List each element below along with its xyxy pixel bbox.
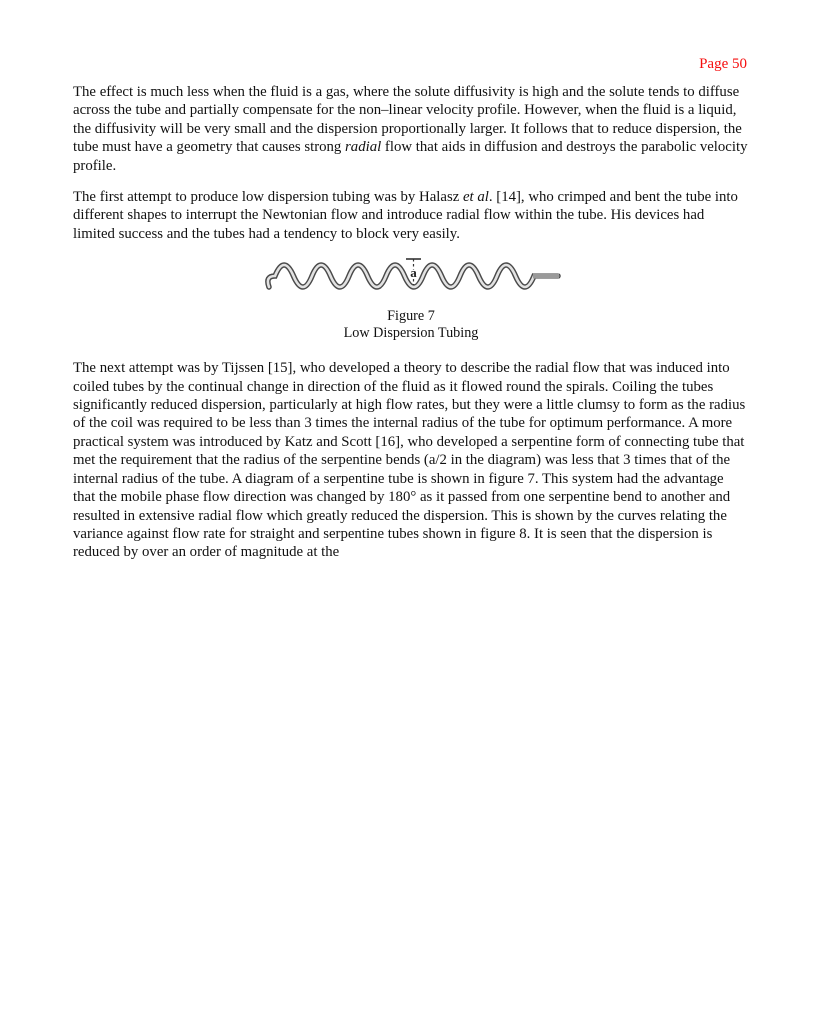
paragraph-text: . [14], who crimped and bent the tube into different shapes to interrupt the Newtonian flow and introduce radial flow within the tube. His devices had limited success and the tubes had a tendency to block very easily. [73,189,738,242]
paragraph-tijssen-katz-scott [73,359,749,561]
serpentine-tube-illustration [261,256,561,298]
paragraph-halasz-attempt [73,188,749,243]
page-content [73,83,749,575]
italic-phrase-et-al: et al [462,189,489,206]
serpentine-tube-drawing [261,256,561,298]
paragraph-text: The effect is much less when the fluid is a gas, where the solute diffusivity is high and the solute tends to diffuse across the tube and partially compensate for the non–linear velocity profile. However, when the fluid is a liquid, the diffusivity will be very small and the dispersion proportionally larger. It follows that to reduce dispersion, the tube must have a geometry that causes strong [73,84,742,156]
italic-word-radial: radial [345,139,382,156]
page-number: Page 50 [699,56,747,72]
paragraph-text: The next attempt was by Tijssen [15], who developed a theory to describe the radial flow that was induced into coiled tubes by the continual change in direction of the fluid as it flowed round the spirals. Coiling the tubes significantly reduced dispersion, particularly at high flow rates, but they were a little clumsy to form as the radius of the coil was required to be less than 3 times the internal radius of the tube for optimum performance. A more practical system was introduced by Katz and Scott [16], who developed a serpentine form of connecting tube that met the requirement that the radius of the serpentine bends (a/2 in the diagram) was less that 3 times that of the internal radius of the tube. A diagram of a serpentine tube is shown in figure 7. This system had the advantage that the mobile phase flow direction was changed by 180° as it passed from one serpentine bend to another and resulted in extensive radial flow which greatly reduced the dispersion. This is shown by the curves relating the variance against flow rate for straight and serpentine tubes shown in figure 8. It is seen that the dispersion is reduced by over an order of magnitude at the [73,360,746,561]
paragraph-text: The first attempt to produce low dispersion tubing was by Halasz [73,189,463,206]
figure-7-block [73,256,749,341]
paragraph-dispersion-gas-liquid [73,83,749,175]
figure-label: Figure 7 [387,308,435,325]
dimension-label-a: a [410,265,417,281]
paragraph-text: flow that aids in diffusion and destroys the parabolic velocity profile. [73,139,748,174]
figure-caption [73,308,749,341]
figure-title: Low Dispersion Tubing [343,324,479,341]
